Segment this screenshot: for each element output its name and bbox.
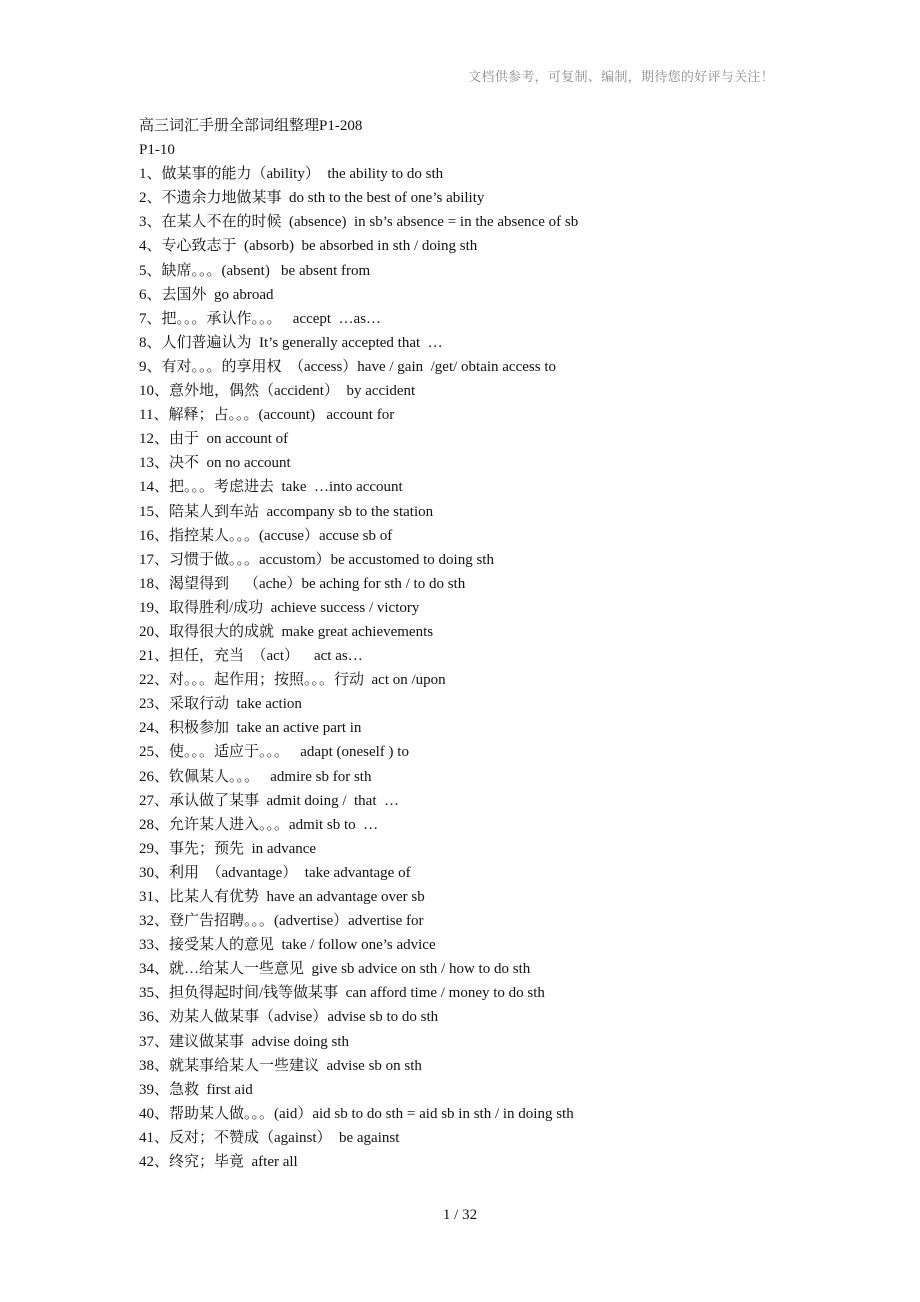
entry-item: 13、决不 on no account bbox=[139, 455, 291, 472]
entry-item: 23、采取行动 take action bbox=[139, 696, 302, 713]
entry-item: 27、承认做了某事 admit doing / that … bbox=[139, 792, 399, 809]
entry-item: 20、取得很大的成就 make great achievements bbox=[139, 623, 434, 640]
entry-item: 3、在某人不在的时候 (absence) in sb’s absence = in the absence of sb bbox=[139, 214, 579, 231]
entry-item: 14、把。。。考虑进去 take …into account bbox=[139, 479, 403, 496]
entry-item: 41、反对；不赞成（against） be against bbox=[139, 1129, 400, 1146]
entry-item: 9、有对。。。的享用权 （access）have / gain /get/ obtain access to bbox=[139, 358, 556, 375]
entry-item: 30、利用 （advantage） take advantage of bbox=[139, 864, 411, 881]
page-number: 1 / 32 bbox=[442, 1207, 478, 1223]
entry-item: 34、就…给某人一些意见 give sb advice on sth / how to do sth bbox=[139, 961, 531, 978]
entry-item: 11、解释；占。。。(account) account for bbox=[139, 407, 395, 424]
entry-item: 36、劝某人做某事（advise）advise sb to do sth bbox=[139, 1009, 439, 1026]
entry-item: 16、指控某人。。。(accuse）accuse sb of bbox=[139, 527, 393, 544]
entry-item: 28、允许某人进入。。。admit sb to … bbox=[139, 816, 379, 833]
vocabulary-list bbox=[139, 114, 779, 1174]
entry-item: 33、接受某人的意见 take / follow one’s advice bbox=[139, 937, 436, 954]
entry-item: 12、由于 on account of bbox=[139, 431, 289, 448]
entry-item: 40、帮助某人做。。。(aid）aid sb to do sth = aid sb in sth / in doing sth bbox=[139, 1105, 574, 1122]
entry-item: 38、就某事给某人一些建议 advise sb on sth bbox=[139, 1057, 422, 1074]
entry-item: 37、建议做某事 advise doing sth bbox=[139, 1033, 349, 1050]
entry-item: 19、取得胜利/成功 achieve success / victory bbox=[139, 599, 420, 616]
entry-item: 24、积极参加 take an active part in bbox=[139, 720, 362, 737]
entry-item: 22、对。。。起作用；按照。。。行动 act on /upon bbox=[139, 672, 446, 689]
entry-item: 1、做某事的能力（ability） the ability to do sth bbox=[139, 166, 444, 183]
entry-item: 8、人们普遍认为 It’s generally accepted that … bbox=[139, 334, 443, 351]
entry-item: 21、担任，充当 （act） act as… bbox=[139, 648, 363, 665]
document-title: 高三词汇手册全部词组整理P1-208 bbox=[139, 118, 363, 134]
section-label: P1-10 bbox=[139, 142, 175, 159]
entry-item: 2、不遗余力地做某事 do sth to the best of one’s ability bbox=[139, 190, 485, 207]
entry-list bbox=[139, 162, 779, 1174]
entry-item: 5、缺席。。。(absent) be absent from bbox=[139, 262, 371, 279]
entry-item: 6、去国外 go abroad bbox=[139, 286, 274, 303]
entry-item: 35、担负得起时间/钱等做某事 can afford time / money to do sth bbox=[139, 985, 545, 1002]
entry-item: 26、钦佩某人。。。 admire sb for sth bbox=[139, 768, 372, 785]
entry-item: 25、使。。。适应于。。。 adapt (oneself ) to bbox=[139, 744, 409, 761]
entry-item: 42、终究；毕竟 after all bbox=[139, 1154, 298, 1171]
entry-item: 7、把。。。承认作。。。 accept …as… bbox=[139, 310, 382, 327]
entry-item: 10、意外地，偶然（accident） by accident bbox=[139, 383, 416, 400]
header-note: 文档供参考，可复制、编制，期待您的好评与关注！ bbox=[468, 69, 774, 84]
entry-item: 32、登广告招聘。。。(advertise）advertise for bbox=[139, 913, 424, 930]
entry-item: 18、渴望得到 （ache）be aching for sth / to do sth bbox=[139, 575, 466, 592]
entry-item: 29、事先；预先 in advance bbox=[139, 840, 317, 857]
entry-item: 4、专心致志于 (absorb) be absorbed in sth / doing sth bbox=[139, 238, 478, 255]
entry-item: 39、急救 first aid bbox=[139, 1081, 253, 1098]
entry-item: 15、陪某人到车站 accompany sb to the station bbox=[139, 503, 434, 520]
entry-item: 31、比某人有优势 have an advantage over sb bbox=[139, 889, 425, 905]
entry-item: 17、习惯于做。。。accustom）be accustomed to doing sth bbox=[139, 551, 494, 568]
